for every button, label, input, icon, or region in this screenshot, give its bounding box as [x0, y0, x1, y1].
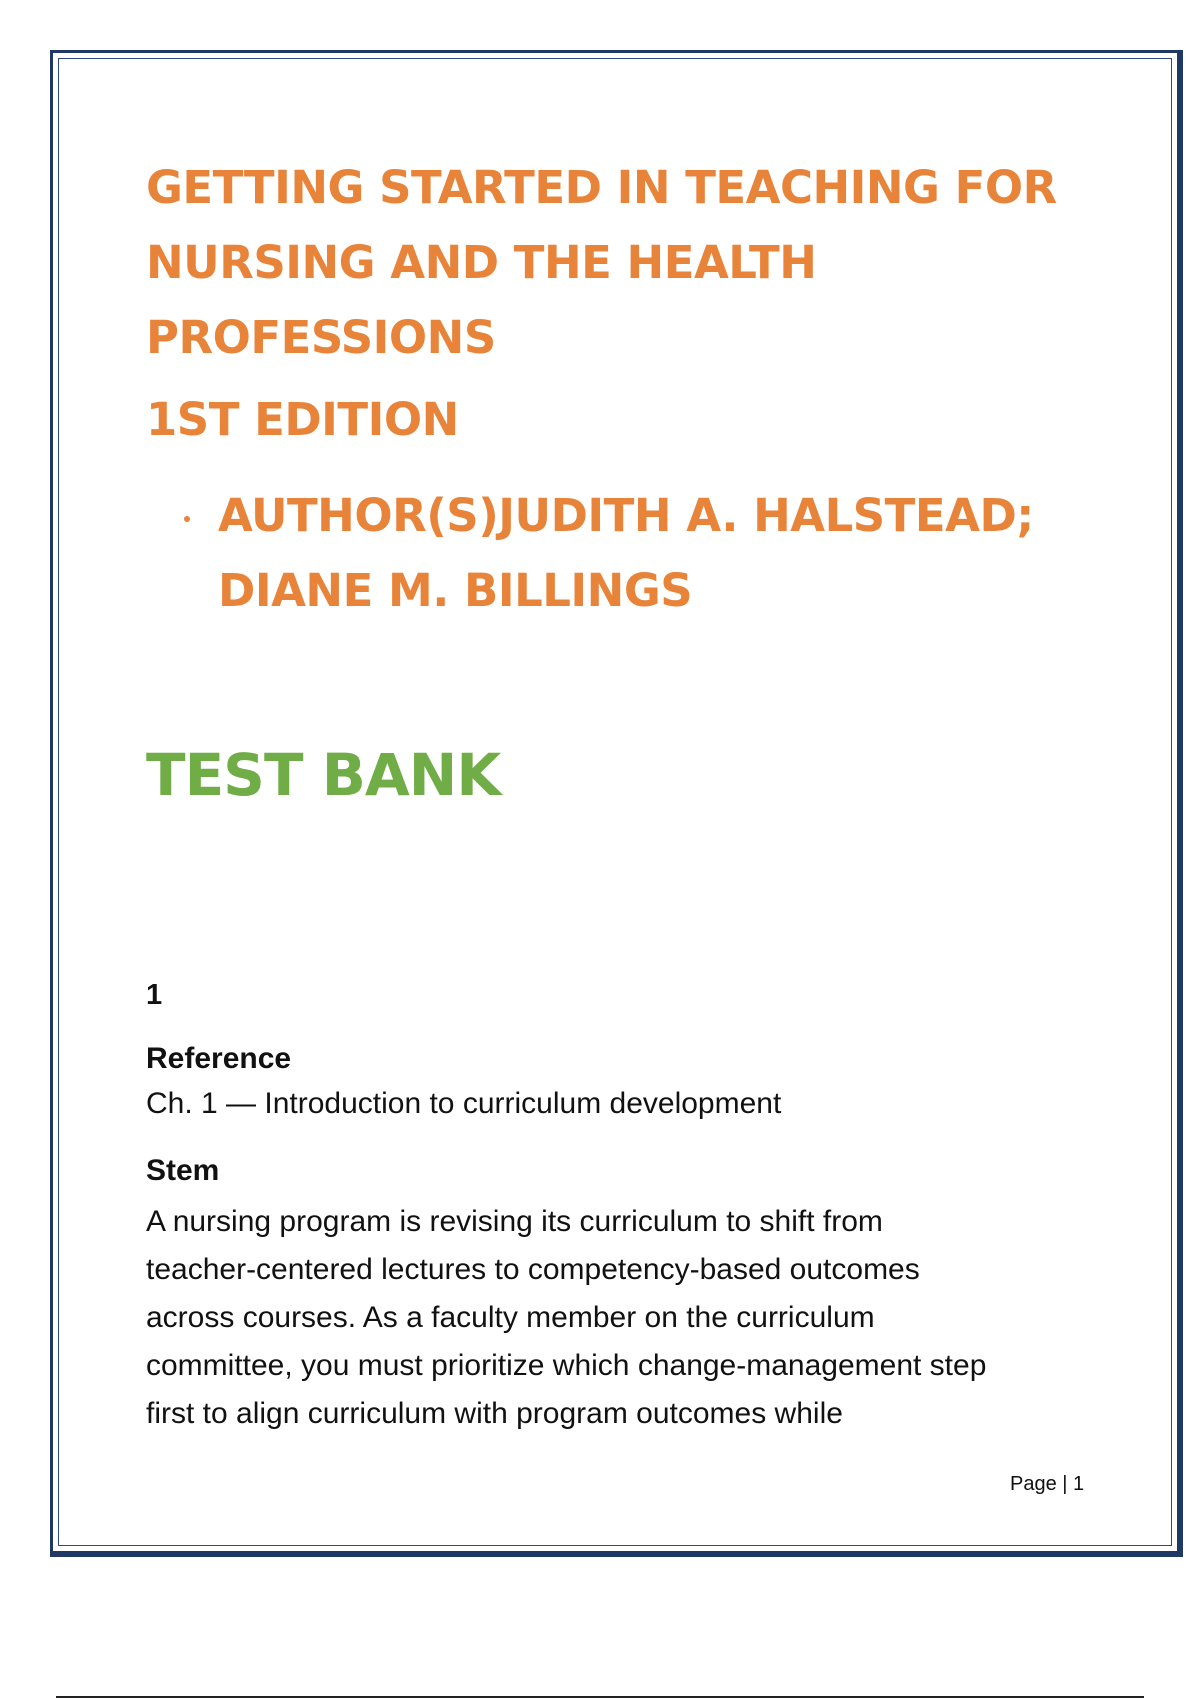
author-list-item: [146, 478, 1034, 628]
book-title-line-3: PROFESSIONS: [146, 311, 496, 364]
reference-block: [146, 1038, 1096, 1128]
author-list: [146, 478, 1034, 628]
author-line-1: AUTHOR(S)JUDITH A. HALSTEAD;: [218, 489, 1034, 542]
reference-text: Ch. 1 — Introduction to curriculum development: [146, 1087, 782, 1120]
stem-line-1: A nursing program is revising its curriculum to shift from: [146, 1205, 883, 1238]
author-line-2: DIANE M. BILLINGS: [218, 564, 693, 617]
title-block: [146, 150, 1057, 375]
stem-line-3: across courses. As a faculty member on the curriculum: [146, 1301, 875, 1334]
test-bank-heading: TEST BANK: [146, 741, 501, 809]
book-title-line-1: GETTING STARTED IN TEACHING FOR: [146, 161, 1057, 214]
book-title: [146, 150, 1057, 375]
stem-line-5: first to align curriculum with program outcomes while: [146, 1397, 843, 1430]
book-title-line-2: NURSING AND THE HEALTH: [146, 236, 817, 289]
stem-block: [146, 1150, 1096, 1438]
edition-label: 1ST EDITION: [146, 393, 459, 446]
stem-line-2: teacher-centered lectures to competency-based outcomes: [146, 1253, 920, 1286]
footer-divider: [56, 1696, 1144, 1698]
stem-label: Stem: [146, 1154, 220, 1187]
question-number: 1: [146, 979, 163, 1011]
reference-label: Reference: [146, 1042, 292, 1075]
bullet-icon: [184, 516, 190, 522]
stem-line-4: committee, you must prioritize which change-management step: [146, 1349, 987, 1382]
page-number: Page | 1: [1010, 1473, 1085, 1495]
